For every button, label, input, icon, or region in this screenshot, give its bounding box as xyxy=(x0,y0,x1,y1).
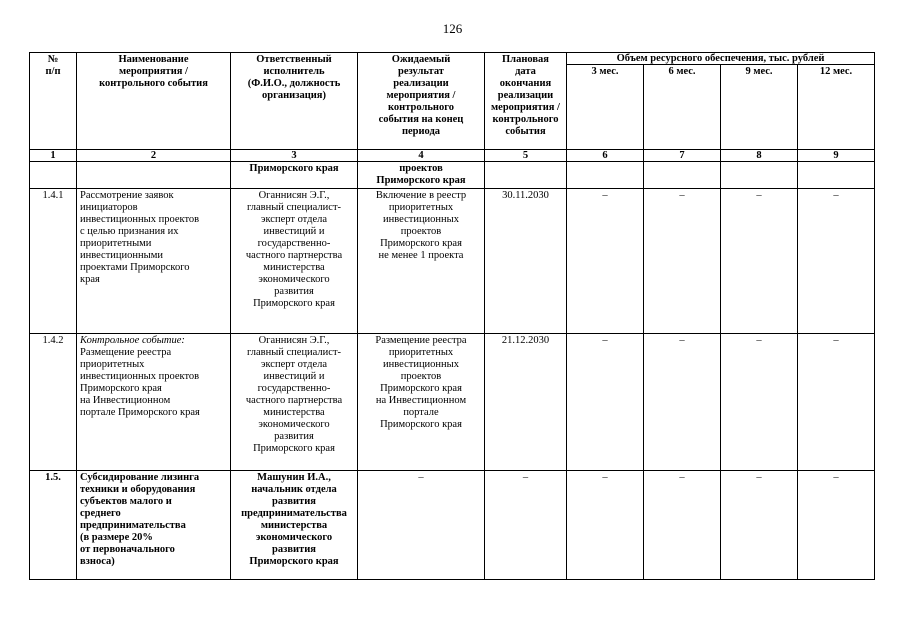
row-num: 1.4.1 xyxy=(30,189,77,334)
col-number: 6 xyxy=(567,150,644,162)
row-result: Включение в реестр приоритетных инвестиционных проектов Приморского края не менее 1 проекта xyxy=(358,189,485,334)
row-12m: – xyxy=(798,471,875,580)
row-9m: – xyxy=(721,189,798,334)
table-row xyxy=(30,189,875,334)
row-9m: – xyxy=(721,471,798,580)
row-num: 1.4.2 xyxy=(30,334,77,471)
col-number: 2 xyxy=(77,150,231,162)
col-number: 9 xyxy=(798,150,875,162)
control-event-label: Контрольное событие: xyxy=(80,335,185,346)
row-name-cell xyxy=(77,334,231,471)
col-number: 1 xyxy=(30,150,77,162)
row-6m: – xyxy=(644,189,721,334)
header-3m: 3 мес. xyxy=(567,65,644,150)
header-resources: Объем ресурсного обеспечения, тыс. рублей xyxy=(567,53,875,65)
row-name: Рассмотрение заявок инициаторов инвестиционных проектов с целью признания их приоритетными инвестиционными проектами Приморского края xyxy=(77,189,231,334)
row-12m: – xyxy=(798,189,875,334)
header-date: Плановая дата окончания реализации мероприятия / контрольного события xyxy=(485,53,567,150)
row-6m: – xyxy=(644,334,721,471)
table-row xyxy=(30,334,875,471)
continuation-row xyxy=(30,162,875,189)
row-name: Размещение реестра приоритетных инвестиционных проектов Приморского края на Инвестиционном портале Приморского края xyxy=(80,347,200,418)
row-3m: – xyxy=(567,334,644,471)
row-6m: – xyxy=(644,471,721,580)
col-number: 5 xyxy=(485,150,567,162)
row-result: – xyxy=(358,471,485,580)
row-12m: – xyxy=(798,334,875,471)
col-number: 3 xyxy=(231,150,358,162)
col-number: 8 xyxy=(721,150,798,162)
row-3m: – xyxy=(567,189,644,334)
col-number: 4 xyxy=(358,150,485,162)
continuation-executor: Приморского края xyxy=(231,162,358,189)
action-plan-table xyxy=(29,52,875,580)
row-result: Размещение реестра приоритетных инвестиционных проектов Приморского края на Инвестиционном портале Приморского края xyxy=(358,334,485,471)
column-number-row xyxy=(30,150,875,162)
row-date: 30.11.2030 xyxy=(485,189,567,334)
page-number: 126 xyxy=(442,21,463,36)
row-executor: Оганнисян Э.Г., главный специалист- эксперт отдела инвестиций и государственно- частного партнерства министерства экономического развития Приморского края xyxy=(231,189,358,334)
row-name: Субсидирование лизинга техники и оборудования субъектов малого и среднего предпринимательства (в размере 20% от первоначального взноса) xyxy=(77,471,231,580)
row-num: 1.5. xyxy=(30,471,77,580)
header-6m: 6 мес. xyxy=(644,65,721,150)
header-num: № п/п xyxy=(30,53,77,150)
table-row xyxy=(30,471,875,580)
row-3m: – xyxy=(567,471,644,580)
row-executor: Оганнисян Э.Г., главный специалист- эксперт отдела инвестиций и государственно- частного партнерства министерства экономического развития Приморского края xyxy=(231,334,358,471)
row-date: 21.12.2030 xyxy=(485,334,567,471)
row-executor: Машунин И.А., начальник отдела развития предпринимательства министерства экономического развития Приморского края xyxy=(231,471,358,580)
header-9m: 9 мес. xyxy=(721,65,798,150)
header-12m: 12 мес. xyxy=(798,65,875,150)
continuation-result: проектов Приморского края xyxy=(358,162,485,189)
col-number: 7 xyxy=(644,150,721,162)
table-header-row xyxy=(30,53,875,65)
header-result: Ожидаемый результат реализации мероприятия / контрольного события на конец периода xyxy=(358,53,485,150)
header-name: Наименование мероприятия / контрольного события xyxy=(77,53,231,150)
row-9m: – xyxy=(721,334,798,471)
header-executor: Ответственный исполнитель (Ф.И.О., должность организация) xyxy=(231,53,358,150)
row-date: – xyxy=(485,471,567,580)
